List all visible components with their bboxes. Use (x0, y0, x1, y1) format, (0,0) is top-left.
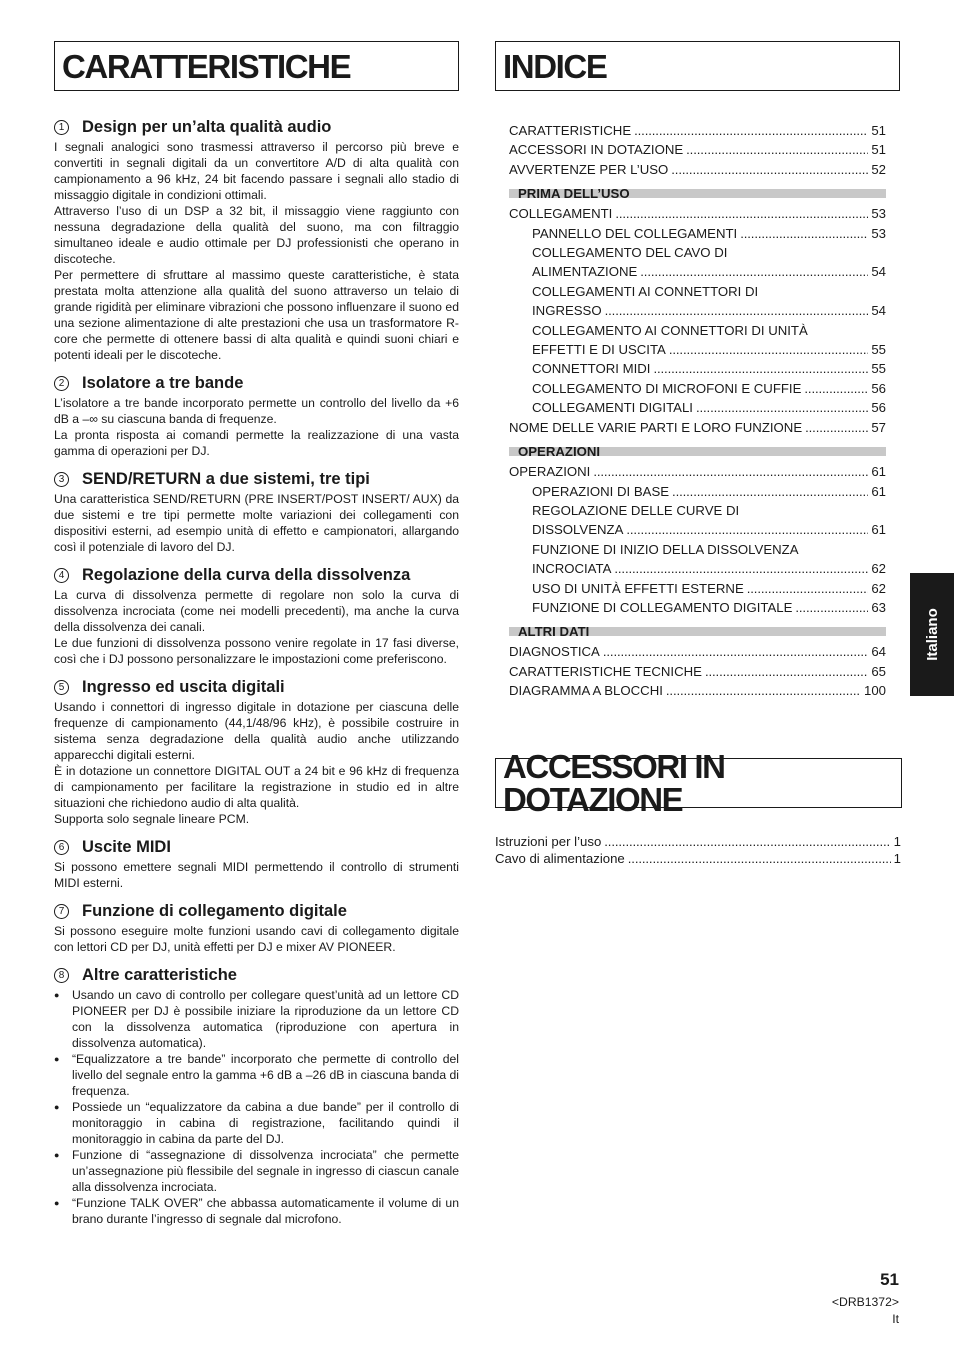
feature-section (54, 469, 459, 555)
toc-entry-label: COLLEGAMENTI (509, 206, 613, 222)
toc-entry-line (509, 282, 886, 301)
toc-entry-line (509, 501, 886, 520)
toc-entry (509, 462, 886, 481)
toc-page-number: 52 (871, 161, 886, 177)
feature-section (54, 965, 459, 1227)
feature-heading (54, 965, 459, 985)
feature-heading (54, 837, 459, 857)
accessory-leader-dots (628, 850, 891, 867)
toc-page-number: 100 (863, 683, 886, 699)
feature-title: SEND/RETURN a due sistemi, tre tipi (82, 470, 370, 488)
toc-entry (509, 204, 886, 223)
toc-page-number: 61 (871, 522, 886, 538)
toc-entry-label: COLLEGAMENTO AI CONNETTORI DI UNITÀ (532, 322, 808, 338)
page-number: 51 (880, 1270, 899, 1289)
feature-number-icon: 7 (54, 904, 69, 919)
feature-number-icon: 6 (54, 840, 69, 855)
feature-heading (54, 373, 459, 393)
toc-entry (509, 642, 886, 661)
language-tab-label: Italiano (923, 608, 941, 661)
toc-leader-dots (672, 482, 868, 501)
feature-paragraph: Supporta solo segnale lineare PCM. (54, 812, 250, 826)
accessories-list (495, 833, 901, 867)
accessory-item (495, 850, 901, 867)
feature-number-icon: 3 (54, 472, 69, 487)
feature-title: Design per un’alta qualità audio (82, 118, 332, 136)
toc-leader-dots (666, 681, 861, 700)
toc-entry (509, 418, 886, 437)
index-heading: INDICE (495, 41, 900, 91)
toc-entry-label: INCROCIATA (532, 561, 612, 577)
doc-code-block (832, 1294, 899, 1328)
doc-lang: It (892, 1312, 899, 1326)
toc-page-number: 61 (871, 483, 886, 499)
toc-section (509, 444, 886, 617)
toc-page-number: 57 (871, 419, 886, 435)
feature-title: Uscite MIDI (82, 838, 171, 856)
toc-entry (509, 359, 886, 378)
feature-number-icon: 5 (54, 680, 69, 695)
toc-leader-dots (804, 379, 868, 398)
toc-entry-label: AVVERTENZE PER L’USO (509, 161, 669, 177)
toc-leader-dots (686, 140, 868, 159)
toc-entry-label: COLLEGAMENTO DEL CAVO DI (532, 245, 728, 261)
feature-title: Altre caratteristiche (82, 966, 237, 984)
feature-bullet: ● “Funzione TALK OVER” che abbassa automaticamente il volume di un brano durante l’ingresso di segnale dal microfono. (54, 1195, 459, 1227)
feature-number-icon: 2 (54, 376, 69, 391)
feature-title: Funzione di collegamento digitale (82, 902, 347, 920)
toc-entry-line (509, 243, 886, 262)
features-heading: CARATTERISTICHE (54, 41, 459, 91)
toc-entry-label: OPERAZIONI (509, 464, 591, 480)
feature-paragraph: L’isolatore a tre bande incorporato permette un controllo del livello da +6 dB a –∞ su ciascuna banda di frequenze. (54, 396, 459, 426)
feature-number-icon: 4 (54, 568, 69, 583)
toc-entry (509, 160, 886, 179)
toc-entry (509, 224, 886, 243)
feature-heading (54, 677, 459, 697)
toc-entry-label: COLLEGAMENTI AI CONNETTORI DI (532, 283, 759, 299)
toc-entry-label: EFFETTI E DI USCITA (532, 342, 666, 358)
toc-entry-label: CONNETTORI MIDI (532, 361, 651, 377)
toc-page-number: 54 (871, 303, 886, 319)
toc-entry (509, 662, 886, 681)
language-tab (910, 573, 954, 696)
doc-code: <DRB1372> (831, 1295, 899, 1309)
feature-paragraph: Una caratteristica SEND/RETURN (PRE INSERT/POST INSERT/ AUX) da due sistemi e tre tipi permette molte variazioni dei collegamenti con dispositivi esterni, ad esempio unità di effetto e campionatori, allargando così il potenziale di lavoro del DJ. (54, 492, 459, 554)
toc-entry-label: NOME DELLE VARIE PARTI E LORO FUNZIONE (509, 419, 803, 435)
toc-entry-label: DIAGRAMMA A BLOCCHI (509, 683, 663, 699)
toc-leader-dots (626, 520, 868, 539)
toc-leader-dots (603, 642, 868, 661)
feature-paragraph: È in dotazione un connettore DIGITAL OUT a 24 bit e 96 kHz di frequenza di campionamento per facilitare la registrazione in studio ed in altre situazioni che richiedono audio di alta qualità. (54, 764, 459, 810)
toc-page-number: 54 (871, 264, 886, 280)
toc-entry-label: DISSOLVENZA (532, 522, 624, 538)
toc-leader-dots (653, 359, 868, 378)
accessory-quantity: 1 (893, 851, 901, 867)
toc-entry-label: FUNZIONE DI COLLEGAMENTO DIGITALE (532, 599, 793, 615)
toc-section-title: PRIMA DELL’USO (509, 189, 886, 198)
toc-entry-label: CARATTERISTICHE (509, 123, 632, 138)
toc-entry-label: COLLEGAMENTI DIGITALI (532, 400, 693, 416)
toc-page-number: 64 (871, 644, 886, 660)
feature-heading (54, 117, 459, 137)
toc-leader-dots (615, 204, 868, 223)
feature-heading (54, 901, 459, 921)
feature-number-icon: 8 (54, 968, 69, 983)
toc-page-number: 53 (871, 206, 886, 222)
toc-page-number: 62 (871, 561, 886, 577)
toc-entry (509, 301, 886, 320)
toc-entry-line (509, 321, 886, 340)
toc-page-number: 56 (871, 380, 886, 396)
feature-section (54, 677, 459, 827)
feature-title: Isolatore a tre bande (82, 374, 244, 392)
toc-entry-label: INGRESSO (532, 303, 602, 319)
toc-leader-dots (805, 418, 868, 437)
toc-entry-line (509, 540, 886, 559)
toc-page-number: 53 (871, 225, 886, 241)
toc-entry (509, 520, 886, 539)
accessories-heading: ACCESSORI IN DOTAZIONE (495, 758, 902, 808)
feature-title: Regolazione della curva della dissolvenza (82, 566, 411, 584)
toc-entry (509, 559, 886, 578)
toc-page-number: 55 (871, 361, 886, 377)
toc-entry (509, 140, 886, 159)
toc-leader-dots (640, 262, 868, 281)
toc-entry (509, 598, 886, 617)
feature-section (54, 565, 459, 667)
feature-bullet-list (54, 987, 459, 1227)
feature-bullet: ● Funzione di “assegnazione di dissolvenza incrociata” che permette un’assegnazione più flessibile del segnale in ingresso di ciascun canale alla dissolvenza incrociata. (54, 1147, 459, 1195)
toc-leader-dots (669, 340, 868, 359)
toc-leader-dots (705, 662, 868, 681)
feature-title: Ingresso ed uscita digitali (82, 678, 285, 696)
toc-entry-label: OPERAZIONI DI BASE (532, 483, 670, 499)
toc-section (509, 186, 886, 437)
feature-heading (54, 565, 459, 585)
toc-entry (509, 340, 886, 359)
feature-paragraph: I segnali analogici sono trasmessi attraverso il percorso più breve e convertiti in segnali digitali da un convertitore A/D di alta qualità con campionamento a 96 kHz, 24 bit facendo passare i segnali allo stadio di missaggio digitale in condizioni ottimali. (54, 140, 459, 202)
toc-entry-label: PANNELLO DEL COLLEGAMENTI (532, 225, 738, 241)
toc-page-number: 61 (871, 464, 886, 480)
feature-number-icon: 1 (54, 120, 69, 135)
toc-entry-label: COLLEGAMENTO DI MICROFONI E CUFFIE (532, 380, 802, 396)
toc-leader-dots (795, 598, 868, 617)
toc-entry (509, 121, 886, 140)
toc-page-number: 56 (871, 400, 886, 416)
toc-entry (509, 379, 886, 398)
toc-entry-label: USO DI UNITÀ EFFETTI ESTERNE (532, 580, 744, 596)
feature-paragraph: Si possono eseguire molte funzioni usando cavi di collegamento digitale con lettori CD per DJ, unità effetti per DJ e mixer AV PIONEER. (54, 924, 459, 954)
toc-entry-label: CARATTERISTICHE TECNICHE (509, 663, 702, 679)
accessory-quantity: 1 (893, 834, 901, 849)
toc-leader-dots (614, 559, 868, 578)
feature-paragraph: Si possono emettere segnali MIDI permettendo il controllo di strumenti MIDI esterni. (54, 860, 459, 890)
toc-leader-dots (747, 579, 869, 598)
feature-paragraph: Attraverso l’uso di un DSP a 32 bit, il missaggio viene raggiunto con nessuna degradazione della qualità del suono, ma con filtraggio simultaneo ideale e audio ottimale per DJ professionisti che operano in discoteche. (54, 204, 459, 266)
toc-entry (509, 262, 886, 281)
toc-leader-dots (671, 160, 868, 179)
feature-bullet: ● “Equalizzatore a tre bande” incorporato che permette di controllo del livello del segnale entro la gamma +6 dB a –26 dB in ciascuna banda di frequenza. (54, 1051, 459, 1099)
toc-page-number: 62 (871, 580, 886, 596)
toc-entry-label: DIAGNOSTICA (509, 644, 600, 660)
accessory-item (495, 833, 901, 850)
toc-leader-dots (593, 462, 868, 481)
toc-section (509, 624, 886, 700)
toc-page-number: 55 (871, 342, 886, 358)
toc-entry-label: ALIMENTAZIONE (532, 264, 638, 280)
feature-bullet: ● Possiede un “equalizzatore da cabina a due bande” per il controllo di monitoraggio in cabina di registrazione, facilitando quindi il monitoraggio in cabina da parte del DJ. (54, 1099, 459, 1147)
feature-paragraph: La curva di dissolvenza permette di regolare non solo la curva di dissolvenza incrociata (come nei modelli precedenti), ma anche la curva della dissolvenza dei canali. (54, 588, 459, 634)
toc-section-title: ALTRI DATI (509, 627, 886, 636)
feature-section (54, 901, 459, 955)
feature-paragraph: Usando i connettori di ingresso digitale in dotazione per ciascuna delle frequenze di campionamento (44,1/48/96 kHz), è possibile costruire in sistema senza degradazione della qualità audio anche utilizzando apparecchi digitali esterni. (54, 700, 459, 762)
toc-leader-dots (605, 301, 869, 320)
toc-page-number: 63 (871, 599, 886, 615)
toc-leader-dots (740, 224, 868, 243)
toc-page-number: 51 (871, 123, 886, 138)
toc-entry-label: FUNZIONE DI INIZIO DELLA DISSOLVENZA (532, 541, 799, 557)
features-column (54, 117, 459, 1237)
accessory-leader-dots (604, 833, 890, 850)
feature-bullet: ● Usando un cavo di controllo per collegare quest’unità ad un lettore CD PIONEER per DJ è possibile iniziare la riproduzione da un lettore CD con la dissolvenza automatica (riproduzione con apertura in dissolvenza automatica). (54, 987, 459, 1051)
feature-paragraph: Per permettere di sfruttare al massimo queste caratteristiche, è stata prestata molta attenzione alla qualità del suono attraverso un telaio di grande rigidità per eliminare vibrazioni che possono influenzare il suono ed una sezione alimentazione di alte prestazioni che usa un trasformatore R-core che permette di ottenere bassi di alta qualità e quindi suoni chiari e potenti ideali per le discoteche. (54, 268, 459, 362)
feature-section (54, 117, 459, 363)
toc-page-number: 51 (871, 142, 886, 158)
feature-section (54, 837, 459, 891)
feature-paragraph: La pronta risposta ai comandi permette la realizzazione di una vasta gamma di operazioni per DJ. (54, 428, 459, 458)
toc-entry (509, 482, 886, 501)
toc-entry (509, 398, 886, 417)
toc-entry-label: REGOLAZIONE DELLE CURVE DI (532, 502, 740, 518)
toc-entry (509, 579, 886, 598)
toc-page-number: 65 (871, 663, 886, 679)
accessory-label: Cavo di alimentazione (495, 851, 625, 867)
toc-entry (509, 681, 886, 700)
accessory-label: Istruzioni per l’uso (495, 834, 602, 849)
toc-entry-label: ACCESSORI IN DOTAZIONE (509, 142, 684, 158)
toc-section-title: OPERAZIONI (509, 447, 886, 456)
toc-leader-dots (634, 121, 868, 140)
feature-heading (54, 469, 459, 489)
toc-leader-dots (696, 398, 868, 417)
feature-section (54, 373, 459, 459)
table-of-contents (509, 121, 886, 701)
feature-paragraph: Le due funzioni di dissolvenza possono venire regolate in 17 fasi diverse, così che i DJ possono personalizzare le impostazioni come preferiscono. (54, 636, 459, 666)
